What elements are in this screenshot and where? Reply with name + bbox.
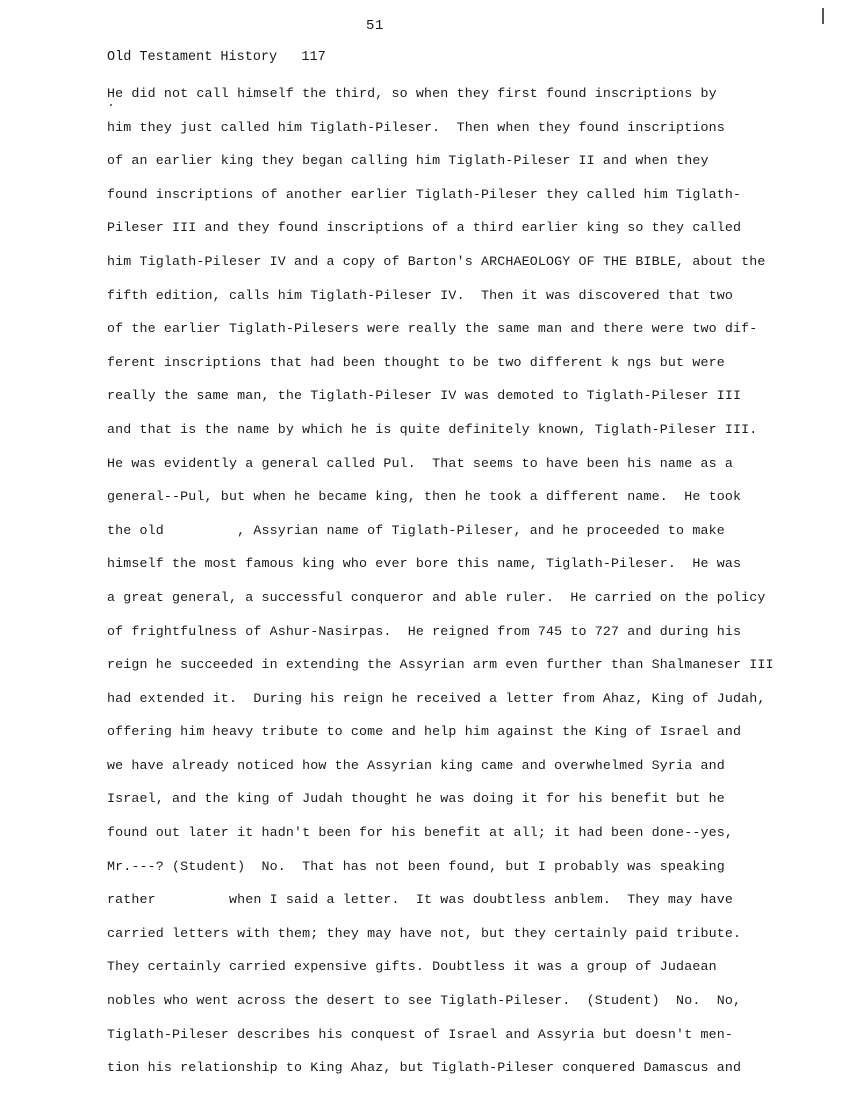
text-line: and that is the name by which he is quite definitely known, Tiglath-Pileser III.	[107, 421, 758, 437]
text-line: ferent inscriptions that had been thought to be two different k ngs but were	[107, 354, 725, 370]
text-line: him Tiglath-Pileser IV and a copy of Barton's ARCHAEOLOGY OF THE BIBLE, about the	[107, 253, 766, 269]
text-line: Israel, and the king of Judah thought he was doing it for his benefit but he	[107, 791, 725, 807]
text-line: tion his relationship to King Ahaz, but Tiglath-Pileser conquered Damascus and	[107, 1060, 742, 1076]
text-line: reign he succeeded in extending the Assyrian arm even further than Shalmaneser III	[107, 657, 774, 673]
text-line: a great general, a successful conqueror and able ruler. He carried on the policy	[107, 589, 766, 605]
text-line: of frightfulness of Ashur-Nasirpas. He reigned from 745 to 727 and during his	[107, 623, 742, 639]
text-line: nobles who went across the desert to see Tiglath-Pileser. (Student) No. No,	[107, 993, 742, 1009]
text-line: really the same man, the Tiglath-Pileser IV was demoted to Tiglath-Pileser III	[107, 388, 742, 404]
text-line: had extended it. During his reign he received a letter from Ahaz, King of Judah,	[107, 690, 766, 706]
text-line: found out later it hadn't been for his benefit at all; it had been done--yes,	[107, 825, 733, 841]
text-line: Pileser III and they found inscriptions of a third earlier king so they called	[107, 220, 742, 236]
text-line: offering him heavy tribute to come and help him against the King of Israel and	[107, 724, 742, 740]
text-line: fifth edition, calls him Tiglath-Pileser IV. Then it was discovered that two	[107, 287, 733, 303]
text-line: of an earlier king they began calling him Tiglath-Pileser II and when they	[107, 153, 709, 169]
text-line: rather when I said a letter. It was doubtless anblem. They may have	[107, 892, 733, 908]
text-line: He was evidently a general called Pul. That seems to have been his name as a	[107, 455, 733, 471]
body-text	[107, 84, 797, 1092]
text-line: him they just called him Tiglath-Pileser. Then when they found inscriptions	[107, 119, 725, 135]
page-number: 51	[366, 18, 384, 34]
text-line: Mr.---? (Student) No. That has not been found, but I probably was speaking	[107, 858, 725, 874]
scan-edge-mark	[822, 8, 824, 24]
text-line: the old , Assyrian name of Tiglath-Pileser, and he proceeded to make	[107, 522, 725, 538]
text-line: general--Pul, but when he became king, then he took a different name. He took	[107, 489, 742, 505]
text-line: we have already noticed how the Assyrian king came and overwhelmed Syria and	[107, 757, 725, 773]
text-line: He did not call himself the third, so when they first found inscriptions by	[107, 86, 717, 101]
text-line: They certainly carried expensive gifts. Doubtless it was a group of Judaean	[107, 959, 717, 975]
running-head: Old Testament History 117	[107, 50, 326, 65]
text-line: of the earlier Tiglath-Pilesers were really the same man and there were two dif-	[107, 321, 758, 337]
text-line: found inscriptions of another earlier Tiglath-Pileser they called him Tiglath-	[107, 186, 742, 202]
text-line: himself the most famous king who ever bore this name, Tiglath-Pileser. He was	[107, 556, 742, 572]
text-line: Tiglath-Pileser describes his conquest of Israel and Assyria but doesn't men-	[107, 1026, 733, 1042]
text-line: carried letters with them; they may have not, but they certainly paid tribute.	[107, 925, 742, 941]
